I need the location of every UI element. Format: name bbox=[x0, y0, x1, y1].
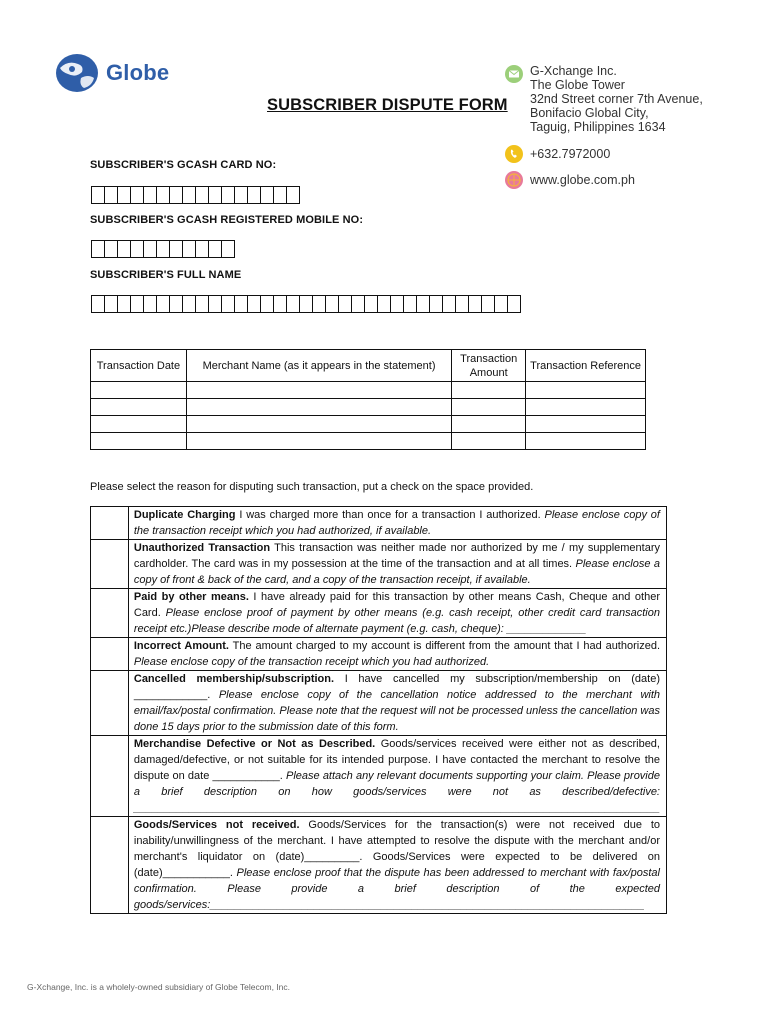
gcash-card-input[interactable] bbox=[91, 186, 299, 204]
character-box[interactable] bbox=[130, 295, 144, 313]
character-box[interactable] bbox=[390, 295, 404, 313]
website-row bbox=[504, 170, 703, 190]
reason-title: Merchandise Defective or Not as Described. bbox=[133, 738, 376, 750]
character-box[interactable] bbox=[260, 295, 274, 313]
reason-text bbox=[128, 671, 666, 736]
character-box[interactable] bbox=[299, 295, 313, 313]
character-box[interactable] bbox=[247, 295, 261, 313]
character-box[interactable] bbox=[377, 295, 391, 313]
character-box[interactable] bbox=[156, 295, 170, 313]
reason-row bbox=[91, 540, 667, 589]
character-box[interactable] bbox=[325, 295, 339, 313]
table-cell[interactable] bbox=[526, 416, 646, 433]
character-box[interactable] bbox=[247, 186, 261, 204]
reason-text bbox=[128, 589, 666, 638]
character-box[interactable] bbox=[442, 295, 456, 313]
reason-title: Paid by other means. bbox=[133, 591, 249, 603]
table-cell[interactable] bbox=[452, 433, 526, 450]
reason-instruction: Please select the reason for disputing such transaction, put a check on the space provided. bbox=[90, 481, 534, 493]
table-row bbox=[91, 399, 646, 416]
reason-note: Please enclose a copy of front & back of the card, and a copy of the transaction receipt, if available. bbox=[133, 558, 660, 586]
globe-logo bbox=[54, 52, 169, 94]
character-box[interactable] bbox=[130, 186, 144, 204]
character-box[interactable] bbox=[273, 295, 287, 313]
character-box[interactable] bbox=[143, 295, 157, 313]
table-row bbox=[91, 433, 646, 450]
column-header-reference: Transaction Reference bbox=[526, 350, 646, 382]
table-cell[interactable] bbox=[91, 399, 187, 416]
reason-note: Please enclose proof that the dispute has been addressed to merchant with fax/postal confirmation. Please provide a brief description of the expected goods/services:_______________________________________________________________________ bbox=[133, 867, 660, 911]
reason-note: Please enclose copy of the transaction receipt which you had authorized. bbox=[133, 656, 490, 668]
footer-note: G-Xchange, Inc. is a wholely-owned subsidiary of Globe Telecom, Inc. bbox=[27, 982, 291, 992]
globe-logo-icon bbox=[54, 52, 100, 94]
character-box[interactable] bbox=[156, 186, 170, 204]
character-box[interactable] bbox=[182, 240, 196, 258]
character-box[interactable] bbox=[143, 240, 157, 258]
gcash-card-label: SUBSCRIBER'S GCASH CARD NO: bbox=[90, 159, 277, 171]
table-cell[interactable] bbox=[452, 416, 526, 433]
reason-checkbox[interactable] bbox=[91, 817, 129, 914]
page-title: SUBSCRIBER DISPUTE FORM bbox=[267, 96, 508, 114]
table-cell[interactable] bbox=[91, 416, 187, 433]
character-box[interactable] bbox=[91, 295, 105, 313]
reason-description: I was charged more than once for a transaction I authorized. bbox=[235, 509, 545, 521]
character-box[interactable] bbox=[182, 186, 196, 204]
address bbox=[530, 64, 703, 134]
reason-row bbox=[91, 671, 667, 736]
reason-row bbox=[91, 638, 667, 671]
character-box[interactable] bbox=[260, 186, 274, 204]
table-header-row bbox=[91, 350, 646, 382]
character-box[interactable] bbox=[104, 186, 118, 204]
address-line: Bonifacio Global City, bbox=[530, 106, 649, 120]
address-line: Taguig, Philippines 1634 bbox=[530, 120, 666, 134]
character-box[interactable] bbox=[338, 295, 352, 313]
reasons-table bbox=[90, 506, 667, 914]
character-box[interactable] bbox=[234, 295, 248, 313]
reason-note: Please enclose proof of payment by other means (e.g. cash receipt, other credit card transaction receipt etc.)Please describe mode of alternate payment (e.g. cash, cheque): _____________ bbox=[133, 607, 660, 635]
character-box[interactable] bbox=[104, 295, 118, 313]
table-cell[interactable] bbox=[452, 382, 526, 399]
reason-description: The amount charged to my account is different from the amount that I had authorized. bbox=[229, 640, 660, 652]
table-cell[interactable] bbox=[186, 433, 451, 450]
character-box[interactable] bbox=[182, 295, 196, 313]
fullname-input[interactable] bbox=[91, 295, 520, 313]
reason-description: Goods/services received were either not as described, damaged/defective, or not suitable for its intended purpose. I have contacted the merchant to resolve the dispute on date ___________. bbox=[133, 738, 660, 782]
reason-description: I have cancelled my subscription/membership on (date) ____________. bbox=[133, 673, 660, 701]
globe-wordmark: Globe bbox=[106, 60, 170, 85]
reason-text bbox=[128, 507, 666, 540]
reason-text bbox=[128, 540, 666, 589]
phone-icon bbox=[504, 144, 524, 164]
phone-number: +632.7972000 bbox=[530, 147, 611, 161]
character-box[interactable] bbox=[91, 186, 105, 204]
character-box[interactable] bbox=[364, 295, 378, 313]
address-line: 32nd Street corner 7th Avenue, bbox=[530, 92, 703, 106]
character-box[interactable] bbox=[117, 295, 131, 313]
contact-block bbox=[504, 64, 703, 190]
table-cell[interactable] bbox=[526, 399, 646, 416]
character-box[interactable] bbox=[156, 240, 170, 258]
character-box[interactable] bbox=[117, 186, 131, 204]
character-box[interactable] bbox=[286, 186, 300, 204]
table-cell[interactable] bbox=[186, 416, 451, 433]
character-box[interactable] bbox=[429, 295, 443, 313]
character-box[interactable] bbox=[273, 186, 287, 204]
reason-description: I have already paid for this transaction by other means Cash, Cheque and other Card. bbox=[133, 591, 660, 619]
reason-note: Please attach any relevant documents supporting your claim. Please provide a brief description on how goods/services were not as described/defective: ______________________________________________________________________________________ bbox=[133, 770, 660, 814]
character-box[interactable] bbox=[312, 295, 326, 313]
table-cell[interactable] bbox=[186, 382, 451, 399]
character-box[interactable] bbox=[455, 295, 469, 313]
character-box[interactable] bbox=[468, 295, 482, 313]
character-box[interactable] bbox=[286, 295, 300, 313]
transactions-table bbox=[90, 349, 646, 450]
phone-row bbox=[504, 144, 703, 164]
reasons-table-body bbox=[91, 507, 667, 914]
reason-title: Cancelled membership/subscription. bbox=[133, 673, 335, 685]
reason-title: Duplicate Charging bbox=[133, 509, 236, 521]
reason-text bbox=[128, 638, 666, 671]
table-cell[interactable] bbox=[526, 382, 646, 399]
reason-row bbox=[91, 736, 667, 817]
reason-checkbox[interactable] bbox=[91, 671, 129, 736]
reason-checkbox[interactable] bbox=[91, 638, 129, 671]
reason-checkbox[interactable] bbox=[91, 736, 129, 817]
column-header-date: Transaction Date bbox=[91, 350, 187, 382]
address-row bbox=[504, 64, 703, 134]
reason-text bbox=[128, 736, 666, 817]
character-box[interactable] bbox=[169, 295, 183, 313]
character-box[interactable] bbox=[195, 186, 209, 204]
web-icon bbox=[504, 170, 524, 190]
table-row bbox=[91, 416, 646, 433]
address-line: The Globe Tower bbox=[530, 78, 625, 92]
reason-note: Please enclose copy of the cancellation notice addressed to the merchant with email/fax/postal confirmation. Please note that the request will not be processed unless the cancellation was done 15 days prior to the submission date of this form. bbox=[133, 689, 661, 733]
table-row bbox=[91, 382, 646, 399]
reason-row bbox=[91, 589, 667, 638]
table-cell[interactable] bbox=[186, 399, 451, 416]
mobile-label: SUBSCRIBER'S GCASH REGISTERED MOBILE NO: bbox=[90, 214, 364, 226]
character-box[interactable] bbox=[481, 295, 495, 313]
reason-description: Goods/Services for the transaction(s) were not received due to inability/unwillingness of the merchant. I have attempted to resolve the dispute with the merchant and/or merchant's liquidator on (date)_________. Goods/Services were expected to be delivered on (date)___________. bbox=[133, 819, 660, 879]
character-box[interactable] bbox=[91, 240, 105, 258]
character-box[interactable] bbox=[351, 295, 365, 313]
table-cell[interactable] bbox=[452, 399, 526, 416]
character-box[interactable] bbox=[221, 240, 235, 258]
character-box[interactable] bbox=[208, 240, 222, 258]
reason-description: This transaction was neither made nor authorized by me / my supplementary cardholder. The card was in my possession at the time of the transaction and at all times. bbox=[133, 542, 660, 570]
reason-text bbox=[128, 817, 666, 914]
character-box[interactable] bbox=[403, 295, 417, 313]
reason-row bbox=[91, 817, 667, 914]
character-box[interactable] bbox=[221, 186, 235, 204]
character-box[interactable] bbox=[208, 295, 222, 313]
reason-checkbox[interactable] bbox=[91, 540, 129, 589]
character-box[interactable] bbox=[104, 240, 118, 258]
column-header-merchant: Merchant Name (as it appears in the statement) bbox=[186, 350, 451, 382]
address-line: G-Xchange Inc. bbox=[530, 64, 617, 78]
character-box[interactable] bbox=[195, 240, 209, 258]
reason-title: Goods/Services not received. bbox=[133, 819, 300, 831]
character-box[interactable] bbox=[130, 240, 144, 258]
mobile-number-input[interactable] bbox=[91, 240, 234, 258]
reason-checkbox[interactable] bbox=[91, 589, 129, 638]
table-cell[interactable] bbox=[91, 433, 187, 450]
character-box[interactable] bbox=[169, 240, 183, 258]
character-box[interactable] bbox=[143, 186, 157, 204]
reason-title: Incorrect Amount. bbox=[133, 640, 229, 652]
character-box[interactable] bbox=[195, 295, 209, 313]
character-box[interactable] bbox=[416, 295, 430, 313]
character-box[interactable] bbox=[169, 186, 183, 204]
mail-icon bbox=[504, 64, 524, 84]
fullname-label: SUBSCRIBER'S FULL NAME bbox=[90, 269, 242, 281]
reason-title: Unauthorized Transaction bbox=[133, 542, 271, 554]
character-box[interactable] bbox=[507, 295, 521, 313]
table-cell[interactable] bbox=[91, 382, 187, 399]
reason-checkbox[interactable] bbox=[91, 507, 129, 540]
character-box[interactable] bbox=[494, 295, 508, 313]
character-box[interactable] bbox=[234, 186, 248, 204]
website-link[interactable]: www.globe.com.ph bbox=[530, 173, 635, 187]
table-cell[interactable] bbox=[526, 433, 646, 450]
reason-note: Please enclose copy of the transaction receipt which you had authorized, if available. bbox=[133, 509, 660, 537]
column-header-amount: Transaction Amount bbox=[452, 350, 526, 382]
transactions-table-body bbox=[91, 382, 646, 450]
reason-row bbox=[91, 507, 667, 540]
character-box[interactable] bbox=[208, 186, 222, 204]
character-box[interactable] bbox=[117, 240, 131, 258]
character-box[interactable] bbox=[221, 295, 235, 313]
